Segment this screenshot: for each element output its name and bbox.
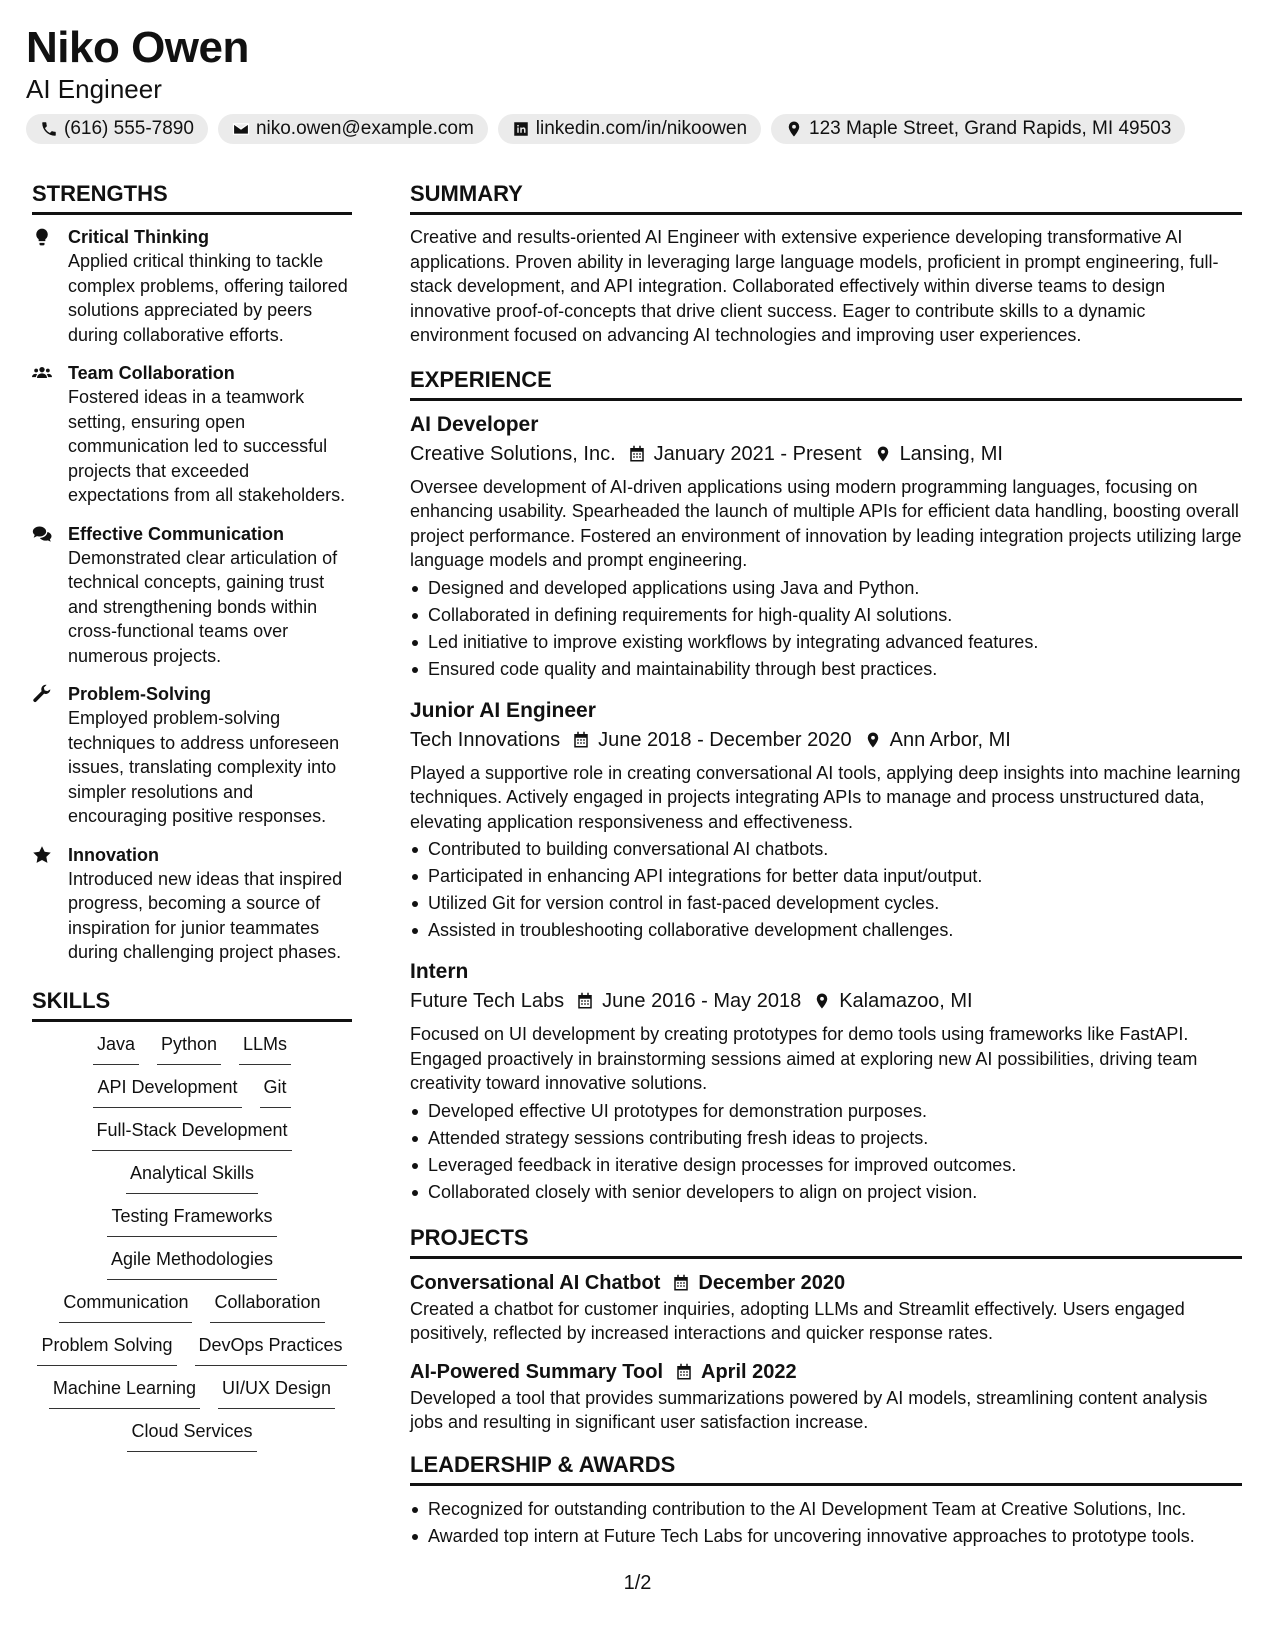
lightbulb-icon [32,227,52,247]
contact-address[interactable] [771,114,1185,144]
project-date: December 2020 [698,1271,846,1294]
list-item: Developed effective UI prototypes for demonstration purposes. [410,1098,1242,1125]
contact-linkedin[interactable] [498,114,761,144]
map-pin-icon [813,992,831,1010]
page-number: 1/2 [623,1572,652,1594]
project-title: Conversational AI Chatbot [410,1271,661,1294]
job-dates: January 2021 - Present [653,442,862,465]
map-pin-icon [864,731,882,749]
skill-tag: LLMs [239,1032,291,1065]
linkedin-icon [512,120,530,138]
job-description: Played a supportive role in creating conversational AI tools, applying deep insights into machine learning techniques. Actively engaged in projects integrating APIs to manage and process unstructured data, elevating application responsiveness and effectiveness. [410,762,1241,832]
job-title: Intern [410,960,469,983]
project-date: April 2022 [701,1360,797,1383]
list-item: Assisted in troubleshooting collaborative development challenges. [410,917,1242,944]
strength-desc: Fostered ideas in a teamwork setting, ensuring open communication led to successful projects that exceeded expectations from all stakeholders. [68,387,346,505]
summary-heading: SUMMARY [410,180,1242,215]
list-item: Recognized for outstanding contribution to the AI Development Team at Creative Solutions, Inc. [410,1496,1242,1523]
skill-tag: Analytical Skills [126,1161,258,1194]
job-title: Junior AI Engineer [410,698,596,722]
contact-phone-text: (616) 555-7890 [64,118,194,139]
leadership-heading: LEADERSHIP & AWARDS [410,1451,1242,1486]
comments-icon [32,524,52,544]
candidate-name: Niko Owen [26,23,249,72]
skill-tag: Machine Learning [49,1376,200,1409]
project-title: AI-Powered Summary Tool [410,1360,664,1383]
calendar-icon [675,1363,693,1381]
project-entry [410,1358,1242,1435]
contact-email-text: niko.owen@example.com [255,118,474,139]
list-item: Collaborated closely with senior developers to align on project vision. [410,1179,1242,1206]
calendar-icon [672,1274,690,1292]
star-icon [32,845,52,865]
project-description: Created a chatbot for customer inquiries, adopting LLMs and Streamlit effectively. Users engaged positively, reflected by increased interactions and quicker response rates. [410,1298,1185,1343]
strength-item [32,361,352,508]
job-bullets [410,836,1242,944]
contact-linkedin-text: linkedin.com/in/nikoowen [535,118,748,139]
contact-bar [26,114,1249,144]
skill-tag: Problem Solving [37,1333,176,1366]
strengths-heading: STRENGTHS [32,180,352,215]
job-title: AI Developer [410,412,539,436]
strength-item [32,522,352,669]
users-icon [32,363,52,383]
job-company: Creative Solutions, Inc. [410,442,616,465]
list-item: Leveraged feedback in iterative design processes for improved outcomes. [410,1152,1242,1179]
list-item: Contributed to building conversational AI chatbots. [410,836,1242,863]
strength-title: Team Collaboration [68,363,235,383]
left-column [32,180,352,1452]
calendar-icon [576,992,594,1010]
job-dates: June 2018 - December 2020 [598,728,852,751]
skills-heading: SKILLS [32,987,352,1022]
phone-icon [40,120,58,138]
strength-desc: Employed problem-solving techniques to address unforeseen issues, translating complexity into simpler resolutions and encouraging positive responses. [68,708,340,826]
strength-item [32,682,352,829]
project-description: Developed a tool that provides summarizations powered by AI models, streamlining content analysis jobs and resulting in significant user satisfaction increase. [410,1387,1208,1432]
job-entry [410,411,1242,683]
wrench-icon [32,684,52,704]
job-company: Future Tech Labs [410,990,565,1012]
skill-tag: Python [157,1032,221,1065]
strength-title: Problem-Solving [68,684,212,704]
list-item: Utilized Git for version control in fast-paced development cycles. [410,890,1242,917]
contact-phone[interactable] [26,114,208,144]
skill-tag: Full-Stack Development [92,1118,291,1151]
map-pin-icon [785,120,803,138]
list-item: Led initiative to improve existing workflows by integrating advanced features. [410,629,1242,656]
resume-header [26,22,1249,144]
job-company: Tech Innovations [410,728,561,751]
job-description: Oversee development of AI-driven applications using modern programming languages, focusing on enhancing usability. Spearheaded the launch of multiple APIs for efficient data handling, boosting overall project performance. Fostered an environment of innovation by leading integration projects utilizing large language models and prompt engineering. [410,476,1242,570]
job-entry [410,958,1242,1206]
skill-tag: Collaboration [210,1290,324,1323]
leadership-bullets [410,1496,1242,1550]
strength-title: Critical Thinking [68,227,210,247]
strength-title: Innovation [68,844,159,865]
strength-desc: Applied critical thinking to tackle complex problems, offering tailored solutions appreciated by peers during collaborative efforts. [68,251,348,345]
job-bullets [410,1098,1242,1206]
skill-tag: Java [93,1032,139,1065]
projects-heading: PROJECTS [410,1224,1242,1259]
project-entry [410,1269,1242,1346]
list-item: Collaborated in defining requirements for high-quality AI solutions. [410,602,1242,629]
list-item: Designed and developed applications using Java and Python. [410,575,1242,602]
experience-heading: EXPERIENCE [410,366,1242,401]
skill-tag: Communication [59,1290,192,1323]
skill-tag: API Development [93,1075,241,1108]
strength-item [32,843,352,965]
skill-tag: DevOps Practices [195,1333,347,1366]
strength-title: Effective Communication [68,523,285,544]
map-pin-icon [874,445,892,463]
summary-text: Creative and results-oriented AI Engineer with extensive experience developing transformative AI applications. Proven ability in leveraging large language models, proficient in prompt engineering, full-stack development, and API integration. Collaborated effectively within diverse teams to design innovative proof-of-concepts that drive client success. Eager to contribute skills to a dynamic environment focused on advancing AI technologies and improving user experiences. [410,227,1219,345]
list-item: Ensured code quality and maintainability through best practices. [410,656,1242,683]
contact-email[interactable] [218,114,488,144]
envelope-icon [232,120,250,138]
list-item: Participated in enhancing API integrations for better data input/output. [410,863,1242,890]
calendar-icon [628,445,646,463]
right-column [410,180,1242,1550]
skill-tag: Agile Methodologies [107,1247,277,1280]
job-location: Ann Arbor, MI [889,728,1011,751]
contact-address-text: 123 Maple Street, Grand Rapids, MI 49503 [809,118,1172,139]
job-dates: June 2016 - May 2018 [602,990,802,1012]
list-item: Attended strategy sessions contributing fresh ideas to projects. [410,1125,1242,1152]
job-description: Focused on UI development by creating prototypes for demo tools using frameworks like FastAPI. Engaged proactively in brainstorming sessions aimed at exploring new AI possibilities, driving team creativity toward innovative solutions. [410,1024,1198,1093]
skills-list [32,1032,352,1452]
strength-desc: Demonstrated clear articulation of technical concepts, gaining trust and strengthening bonds within cross-functional teams over numerous projects. [68,547,338,666]
skill-tag: UI/UX Design [218,1376,335,1409]
candidate-title: AI Engineer [26,74,162,104]
list-item: Awarded top intern at Future Tech Labs for uncovering innovative approaches to prototype tools. [410,1523,1242,1550]
skill-tag: Testing Frameworks [107,1204,276,1237]
job-entry [410,697,1242,945]
strength-item [32,225,352,347]
calendar-icon [572,731,590,749]
strength-desc: Introduced new ideas that inspired progress, becoming a source of inspiration for junior teammates during challenging project phases. [68,868,343,962]
job-bullets [410,575,1242,683]
job-location: Lansing, MI [899,442,1003,465]
skill-tag: Cloud Services [127,1419,256,1452]
skill-tag: Git [260,1075,291,1108]
job-location: Kalamazoo, MI [839,990,973,1012]
